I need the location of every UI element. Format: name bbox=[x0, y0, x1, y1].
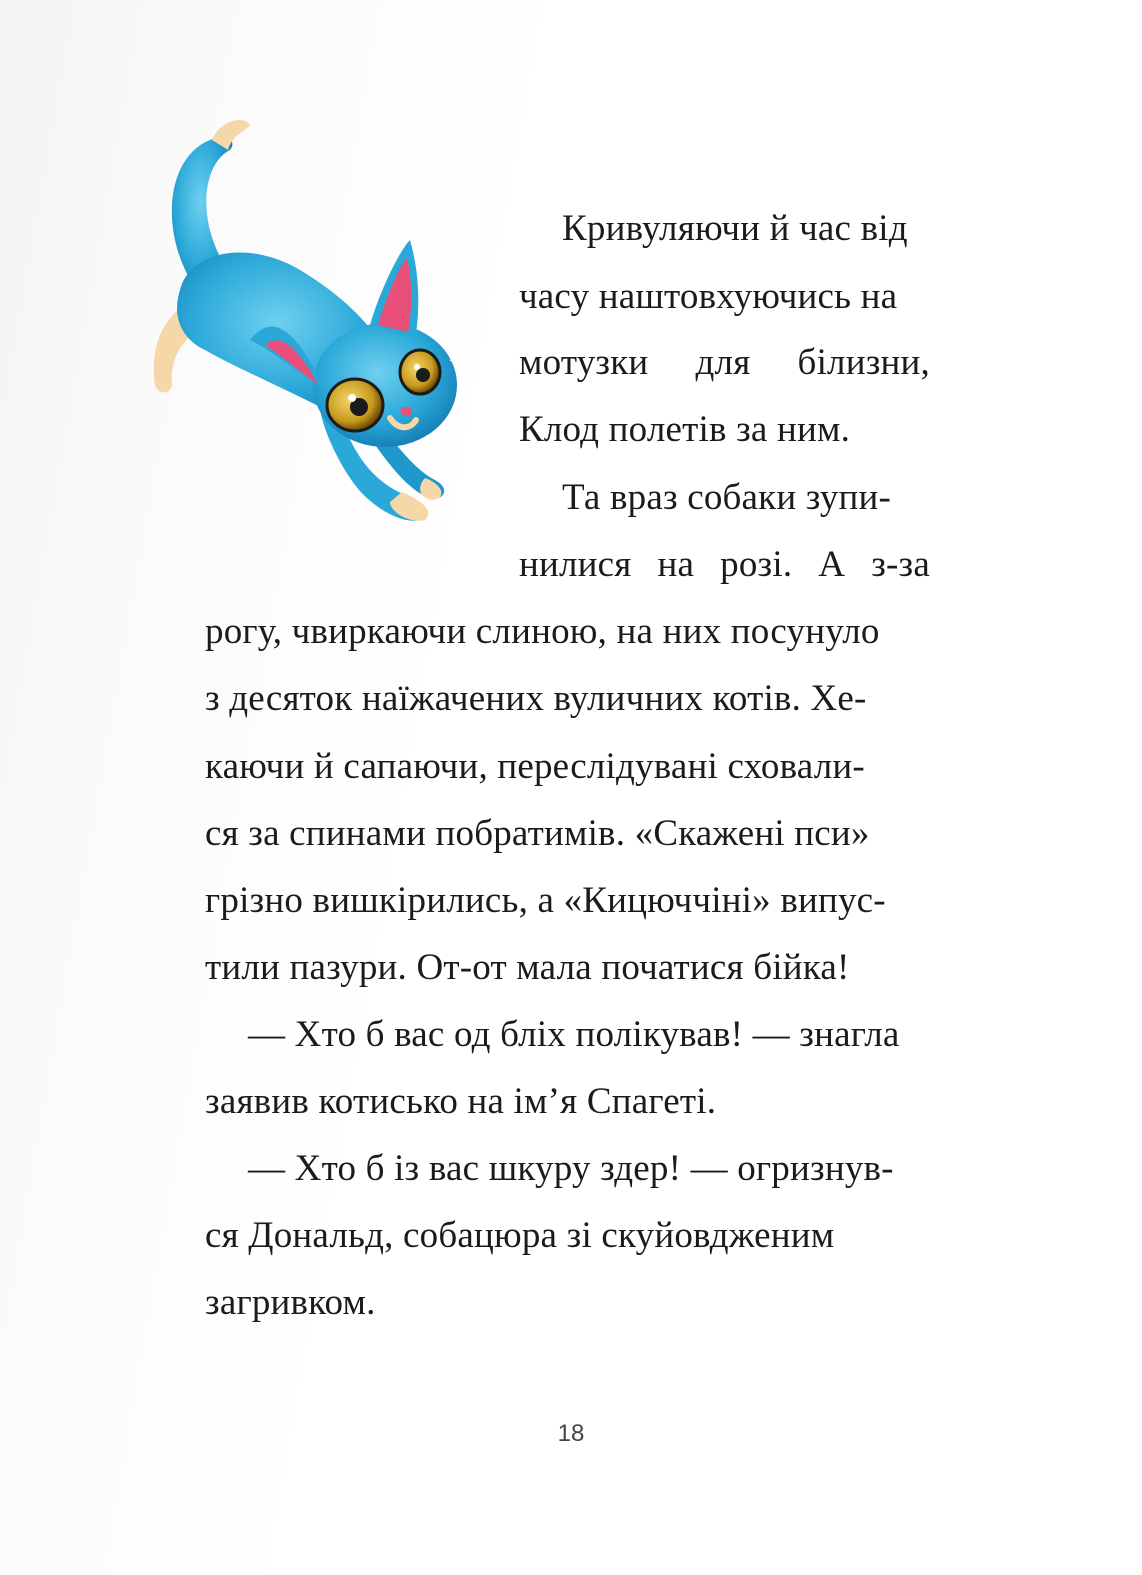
text-word: розі. bbox=[720, 544, 793, 585]
text-line: заявив котисько на ім’я Спагеті. bbox=[205, 1081, 717, 1122]
text-word: на bbox=[657, 544, 695, 585]
text-line: ся за спинами побратимів. «Скажені пси» bbox=[205, 813, 870, 854]
text-line: — Хто б вас од бліх полікував! — знагла bbox=[248, 1014, 900, 1055]
text-word: з-за bbox=[871, 544, 930, 585]
text-line: Клод полетів за ним. bbox=[519, 409, 851, 450]
text-word: А bbox=[818, 544, 846, 585]
text-line: ся Дональд, собацюра зі скуйовдженим bbox=[205, 1215, 835, 1256]
text-line: рогу, чвиркаючи слиною, на них посунуло bbox=[205, 611, 880, 652]
text-line bbox=[519, 546, 930, 583]
text-word: для bbox=[695, 342, 751, 383]
text-word: білизни, bbox=[797, 342, 930, 383]
text-line: з десяток наїжачених вуличних котів. Хе- bbox=[205, 678, 867, 719]
text-line: грізно вишкірились, а «Кицюччіні» випус- bbox=[205, 880, 886, 921]
text-word: мотузки bbox=[519, 342, 649, 383]
text-line bbox=[519, 344, 930, 381]
text-line: загривком. bbox=[205, 1282, 376, 1323]
text-line: каючи й сапаючи, переслідувані сховали- bbox=[205, 746, 865, 787]
text-line: тили пазури. От-от мала початися бійка! bbox=[205, 947, 850, 988]
text-line: Кривуляючи й час від bbox=[562, 208, 908, 249]
text-line: Та враз собаки зупи- bbox=[562, 477, 892, 518]
text-line: — Хто б із вас шкуру здер! — огризнув- bbox=[248, 1148, 894, 1189]
text-line: часу наштовхуючись на bbox=[519, 276, 898, 317]
text-word: нилися bbox=[519, 544, 632, 585]
blue-cat-icon bbox=[120, 100, 480, 570]
page-number: 18 bbox=[557, 1420, 585, 1447]
